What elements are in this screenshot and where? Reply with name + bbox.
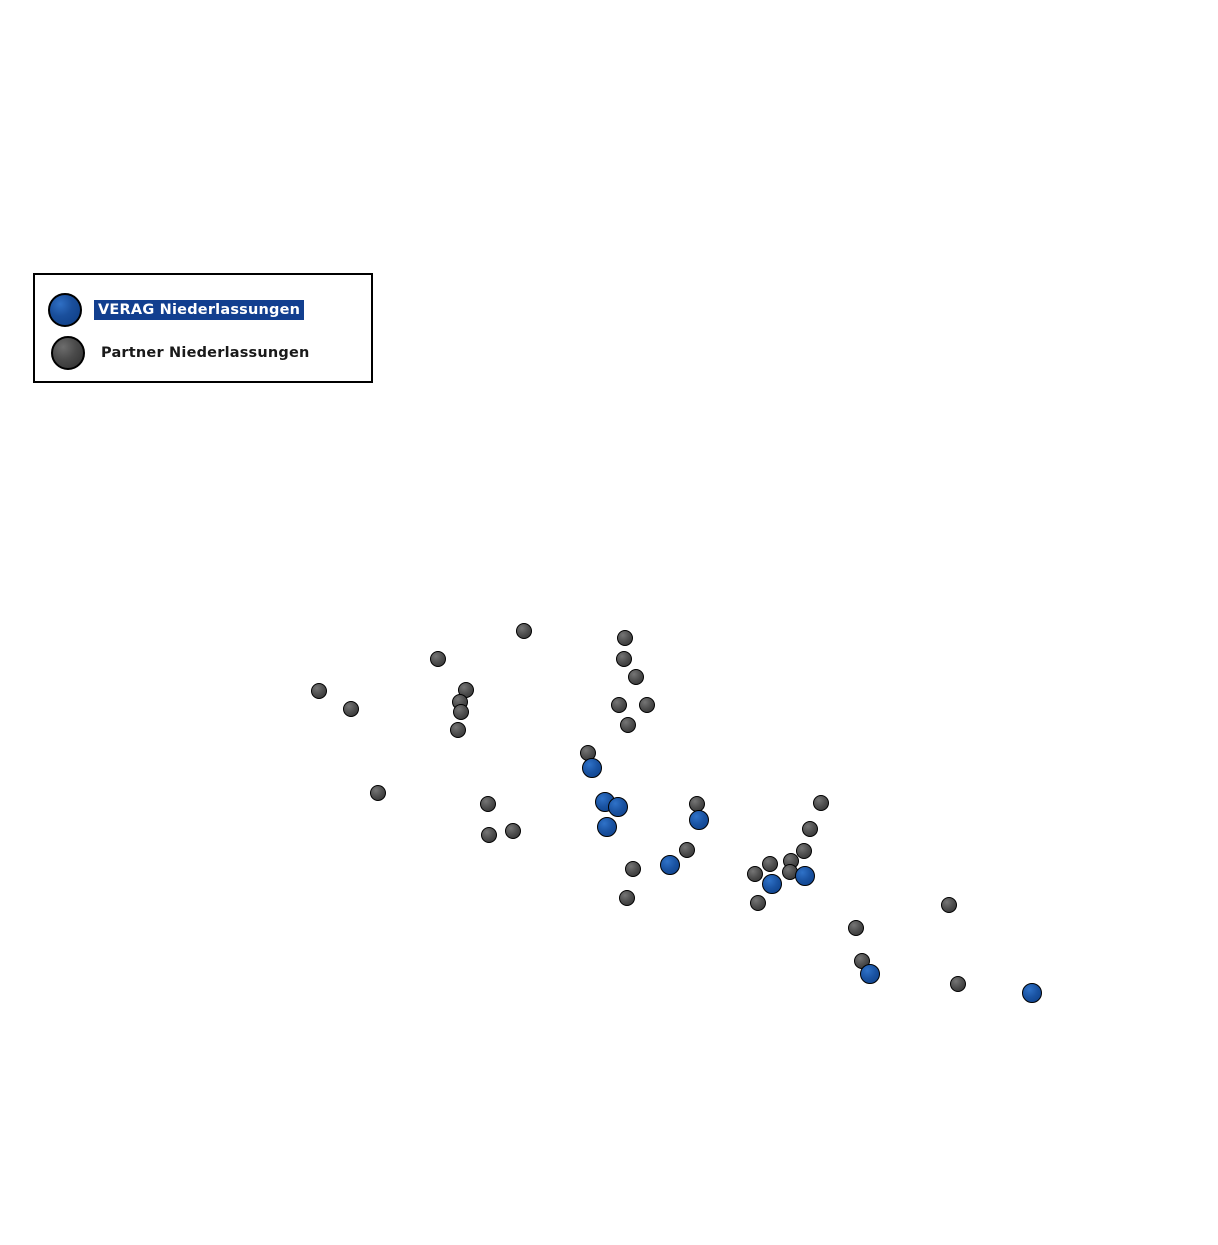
map-point-partner[interactable] bbox=[750, 895, 766, 911]
map-point-partner[interactable] bbox=[505, 823, 521, 839]
map-point-verag[interactable] bbox=[608, 797, 628, 817]
map-point-partner[interactable] bbox=[370, 785, 386, 801]
map-point-verag[interactable] bbox=[660, 855, 680, 875]
map-point-verag[interactable] bbox=[762, 874, 782, 894]
map-point-partner[interactable] bbox=[679, 842, 695, 858]
map-point-verag[interactable] bbox=[689, 810, 709, 830]
map-point-partner[interactable] bbox=[796, 843, 812, 859]
map-point-partner[interactable] bbox=[802, 821, 818, 837]
map-point-partner[interactable] bbox=[481, 827, 497, 843]
map-point-partner[interactable] bbox=[620, 717, 636, 733]
legend-item-verag[interactable] bbox=[48, 293, 304, 327]
legend-marker-verag-icon bbox=[48, 293, 82, 327]
map-point-partner[interactable] bbox=[343, 701, 359, 717]
legend-label-verag: VERAG Niederlassungen bbox=[94, 300, 304, 320]
map-point-partner[interactable] bbox=[848, 920, 864, 936]
map-point-partner[interactable] bbox=[762, 856, 778, 872]
map-point-partner[interactable] bbox=[941, 897, 957, 913]
map-point-partner[interactable] bbox=[453, 704, 469, 720]
map-legend bbox=[33, 273, 373, 383]
legend-label-partner: Partner Niederlassungen bbox=[101, 345, 310, 361]
map-point-verag[interactable] bbox=[795, 866, 815, 886]
map-point-partner[interactable] bbox=[480, 796, 496, 812]
map-point-partner[interactable] bbox=[950, 976, 966, 992]
legend-marker-partner-icon bbox=[51, 336, 85, 370]
legend-item-partner[interactable] bbox=[51, 336, 314, 370]
map-point-partner[interactable] bbox=[813, 795, 829, 811]
map-point-partner[interactable] bbox=[639, 697, 655, 713]
map-point-partner[interactable] bbox=[625, 861, 641, 877]
map-point-partner[interactable] bbox=[747, 866, 763, 882]
map-point-partner[interactable] bbox=[628, 669, 644, 685]
map-point-verag[interactable] bbox=[582, 758, 602, 778]
map-point-partner[interactable] bbox=[450, 722, 466, 738]
map-point-verag[interactable] bbox=[860, 964, 880, 984]
map-point-partner[interactable] bbox=[619, 890, 635, 906]
map-point-partner[interactable] bbox=[311, 683, 327, 699]
map-point-partner[interactable] bbox=[617, 630, 633, 646]
map-point-partner[interactable] bbox=[430, 651, 446, 667]
map-point-partner[interactable] bbox=[616, 651, 632, 667]
map-point-partner[interactable] bbox=[516, 623, 532, 639]
map-point-verag[interactable] bbox=[1022, 983, 1042, 1003]
map-point-verag[interactable] bbox=[597, 817, 617, 837]
map-point-partner[interactable] bbox=[611, 697, 627, 713]
